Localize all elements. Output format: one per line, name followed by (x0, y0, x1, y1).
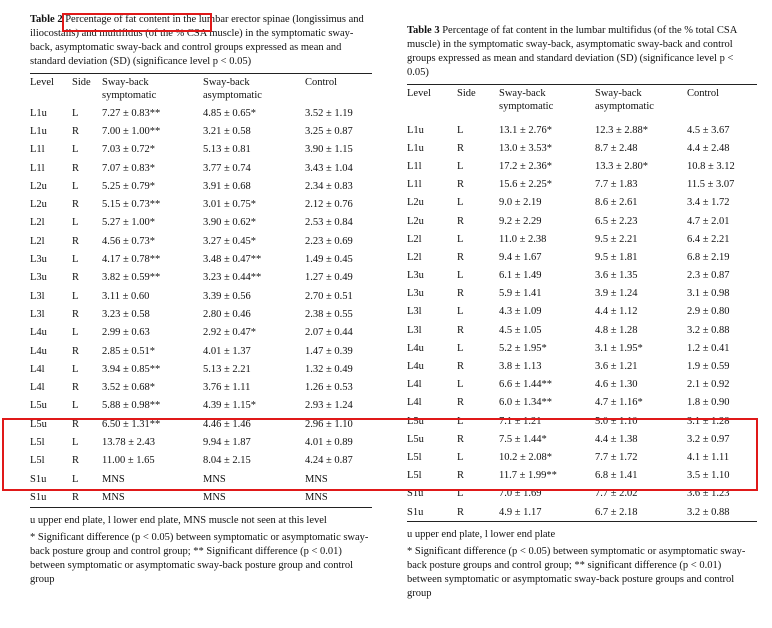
table-cell: 1.32 ± 0.49 (305, 363, 353, 375)
table-cell: 3.4 ± 1.72 (687, 197, 730, 209)
table-row (30, 104, 372, 122)
table-cell: 3.77 ± 0.74 (203, 162, 251, 174)
table-cell: R (72, 418, 80, 430)
table-cell: L5l (407, 470, 422, 482)
table-cell: 3.5 ± 1.10 (687, 470, 730, 482)
table-cell: L (72, 290, 79, 302)
table-row (30, 250, 372, 268)
table-row (30, 122, 372, 140)
table-cell: L (72, 363, 79, 375)
table-cell: 3.39 ± 0.56 (203, 290, 251, 302)
table-cell: R (72, 345, 80, 357)
table-row (407, 230, 757, 248)
table-cell: S1u (407, 488, 424, 500)
table-cell: 3.6 ± 1.35 (595, 270, 638, 282)
table-cell: 2.12 ± 0.76 (305, 199, 353, 211)
table-cell: L4l (30, 382, 45, 394)
table-cell: L2l (30, 235, 45, 247)
table-3-number: Table 3 (407, 25, 440, 36)
table-cell: L1u (30, 125, 47, 137)
table-cell: L (457, 488, 464, 500)
table-cell: R (457, 361, 465, 373)
table-cell: 4.39 ± 1.15* (203, 400, 257, 412)
table-cell: 6.7 ± 2.18 (595, 506, 638, 518)
table-2-number: Table 2 (30, 14, 63, 25)
table-cell: L5u (407, 415, 424, 427)
table-cell: 9.2 ± 2.29 (499, 215, 542, 227)
table-cell: MNS (305, 473, 328, 485)
table-cell: 8.04 ± 2.15 (203, 455, 251, 467)
table-cell: 3.23 ± 0.44** (203, 272, 262, 284)
table-cell: 5.88 ± 0.98** (102, 400, 161, 412)
table-cell: 2.96 ± 1.10 (305, 418, 353, 430)
table-row (407, 285, 757, 303)
table-cell: 1.2 ± 0.41 (687, 342, 730, 354)
table-cell: MNS (102, 491, 125, 503)
table-cell: 9.0 ± 2.19 (499, 197, 542, 209)
table-cell: 2.99 ± 0.63 (102, 327, 150, 339)
table-cell: 3.52 ± 1.19 (305, 107, 353, 119)
table-cell: 4.4 ± 2.48 (687, 142, 730, 154)
table-cell: L1l (30, 162, 45, 174)
table-cell: 8.7 ± 2.48 (595, 142, 638, 154)
table-cell: 13.1 ± 2.76* (499, 124, 553, 136)
table-cell: 2.92 ± 0.47* (203, 327, 257, 339)
table-row (30, 305, 372, 323)
table-cell: 7.7 ± 2.02 (595, 488, 638, 500)
table-cell: 12.3 ± 2.88* (595, 124, 649, 136)
table-cell: L (72, 144, 79, 156)
table-cell: L5u (30, 418, 47, 430)
table-cell: L (72, 327, 79, 339)
table-cell: L5l (407, 451, 422, 463)
table-cell: L4u (407, 342, 424, 354)
table-row (407, 194, 757, 212)
table-cell: R (457, 179, 465, 191)
table-cell: L2u (407, 215, 424, 227)
table-cell: 7.1 ± 1.21 (499, 415, 542, 427)
table-row (407, 339, 757, 357)
table-cell: R (457, 506, 465, 518)
table-cell: L (72, 107, 79, 119)
table-3-bottom-rule (407, 521, 757, 522)
table-cell: L3u (30, 272, 47, 284)
table-cell: R (457, 288, 465, 300)
table-cell: L (72, 254, 79, 266)
table-cell: 3.76 ± 1.11 (203, 382, 251, 394)
table-cell: L4u (30, 327, 47, 339)
table-cell: R (457, 470, 465, 482)
table-cell: L5l (30, 455, 45, 467)
table-cell: 6.5 ± 2.23 (595, 215, 638, 227)
table-cell: 3.25 ± 0.87 (305, 125, 353, 137)
table-cell: R (72, 382, 80, 394)
table-cell: 3.27 ± 0.45* (203, 235, 257, 247)
table-cell: 11.00 ± 1.65 (102, 455, 155, 467)
table-cell: MNS (102, 473, 125, 485)
column-header: Side (72, 77, 91, 88)
table-cell: 2.23 ± 0.69 (305, 235, 353, 247)
table-row (30, 141, 372, 159)
table-cell: 6.1 ± 1.49 (499, 270, 542, 282)
table-cell: 4.01 ± 0.89 (305, 436, 353, 448)
table-cell: R (72, 455, 80, 467)
table-row (407, 267, 757, 285)
table-cell: L4l (407, 379, 422, 391)
table-cell: L (457, 342, 464, 354)
table-cell: R (457, 251, 465, 263)
table-cell: 15.6 ± 2.25* (499, 179, 553, 191)
table-cell: 10.2 ± 2.08* (499, 451, 553, 463)
table-cell: L2u (30, 180, 47, 192)
table-cell: 4.1 ± 1.11 (687, 451, 730, 463)
table-cell: 4.4 ± 1.12 (595, 306, 638, 318)
table-cell: L3u (30, 254, 47, 266)
table-cell: 7.5 ± 1.44* (499, 433, 547, 445)
table-cell: L3u (407, 288, 424, 300)
table-cell: L4u (407, 361, 424, 373)
table-cell: 2.70 ± 0.51 (305, 290, 353, 302)
table-row (30, 324, 372, 342)
table-row (407, 157, 757, 175)
table-cell: 10.8 ± 3.12 (687, 160, 735, 172)
table-cell: 3.43 ± 1.04 (305, 162, 353, 174)
table-cell: L1u (30, 107, 47, 119)
table-cell: L (457, 233, 464, 245)
table-cell: 2.85 ± 0.51* (102, 345, 156, 357)
table-cell: 4.7 ± 2.01 (687, 215, 730, 227)
table-cell: 4.8 ± 1.28 (595, 324, 638, 336)
table-cell: R (72, 272, 80, 284)
table-cell: 13.78 ± 2.43 (102, 436, 156, 448)
table-cell: 7.27 ± 0.83** (102, 107, 161, 119)
table-cell: L2l (407, 251, 422, 263)
table-cell: L2l (407, 233, 422, 245)
table-cell: 13.0 ± 3.53* (499, 142, 553, 154)
table-cell: 4.5 ± 1.05 (499, 324, 542, 336)
table-row (30, 232, 372, 250)
table-cell: L (457, 270, 464, 282)
table-cell: 3.1 ± 0.98 (687, 288, 730, 300)
table-cell: R (457, 397, 465, 409)
table-cell: 9.4 ± 1.67 (499, 251, 542, 263)
table-cell: 5.27 ± 1.00* (102, 217, 156, 229)
table-cell: 1.9 ± 0.59 (687, 361, 730, 373)
table-cell: R (457, 215, 465, 227)
table-cell: 3.94 ± 0.85** (102, 363, 161, 375)
table-2-title-rest: in the lumbar erector spinae (longissimus and iliocostalis) and multifidus (of the % CSA muscle) in the symptomatic sway-back, asymptomatic sway-back and control groups expressed as mean and standard deviation (SD) (significance level p < 0.05) (30, 14, 364, 67)
table-cell: 4.46 ± 1.46 (203, 418, 251, 430)
table-cell: R (72, 199, 80, 211)
table-cell: 2.9 ± 0.80 (687, 306, 730, 318)
table-cell: 3.23 ± 0.58 (102, 308, 150, 320)
table-cell: R (72, 235, 80, 247)
table-cell: R (457, 324, 465, 336)
table-cell: 5.13 ± 2.21 (203, 363, 251, 375)
table-cell: 3.6 ± 1.23 (687, 488, 730, 500)
table-row (407, 139, 757, 157)
table-2-bottom-rule (30, 507, 372, 508)
table-cell: 2.38 ± 0.55 (305, 308, 353, 320)
table-cell: 3.6 ± 1.21 (595, 361, 638, 373)
column-header: Control (687, 88, 720, 99)
table-cell: S1u (30, 491, 47, 503)
l5-rows-highlight-box (2, 418, 758, 491)
table-cell: 9.5 ± 2.21 (595, 233, 638, 245)
table-cell: L4l (30, 363, 45, 375)
table-cell: 7.07 ± 0.83* (102, 162, 156, 174)
table-cell: MNS (203, 473, 226, 485)
title-highlight-box (62, 13, 212, 32)
table-cell: L1l (30, 144, 45, 156)
table-2-title-boxed: Percentage of fat content (65, 14, 170, 25)
table-cell: R (457, 433, 465, 445)
table-cell: 4.9 ± 1.17 (499, 506, 542, 518)
table-cell: 6.6 ± 1.44** (499, 379, 553, 391)
table-cell: 2.3 ± 0.87 (687, 270, 730, 282)
table-row (407, 212, 757, 230)
table-cell: 3.90 ± 0.62* (203, 217, 257, 229)
table-cell: L3u (407, 270, 424, 282)
table-cell: L (72, 217, 79, 229)
table-cell: 3.2 ± 0.88 (687, 506, 730, 518)
table-cell: L (457, 160, 464, 172)
table-cell: L3l (407, 306, 422, 318)
table-cell: 3.01 ± 0.75* (203, 199, 257, 211)
table-2-note-significance: * Significant difference (p < 0.05) between symptomatic or asymptomatic sway-back posture group and control group; ** Significant difference (p < 0.01) between symptomatic or asymptomatic sway-back posture group and control group (30, 531, 369, 585)
table-cell: L3l (30, 308, 45, 320)
table-cell: 3.82 ± 0.59** (102, 272, 161, 284)
table-cell: 1.26 ± 0.53 (305, 382, 353, 394)
table-cell: 6.8 ± 1.41 (595, 470, 638, 482)
table-cell: 7.00 ± 1.00** (102, 125, 161, 137)
table-row (407, 503, 757, 521)
table-cell: 4.5 ± 3.67 (687, 124, 730, 136)
column-header: Level (30, 77, 54, 88)
table-3-note-abbrev: u upper end plate, l lower end plate (407, 529, 556, 541)
table-cell: R (457, 142, 465, 154)
table-cell: 13.3 ± 2.80* (595, 160, 649, 172)
table-cell: L4l (407, 397, 422, 409)
table-cell: L5l (30, 436, 45, 448)
table-row (407, 121, 757, 139)
table-cell: L3l (407, 324, 422, 336)
table-cell: L (72, 180, 79, 192)
table-cell: 5.25 ± 0.79* (102, 180, 156, 192)
table-cell: 11.5 ± 3.07 (687, 179, 735, 191)
table-cell: L3l (30, 290, 45, 302)
table-cell: 3.8 ± 1.13 (499, 361, 542, 373)
table-row (30, 159, 372, 177)
table-cell: 11.0 ± 2.38 (499, 233, 547, 245)
table-2-notes (30, 514, 372, 587)
table-cell: 6.0 ± 1.34** (499, 397, 553, 409)
table-row (407, 248, 757, 266)
table-cell: 6.4 ± 2.21 (687, 233, 730, 245)
table-cell: L (457, 124, 464, 136)
table-cell: 2.53 ± 0.84 (305, 217, 353, 229)
table-cell: 5.15 ± 0.73** (102, 199, 161, 211)
table-row (30, 195, 372, 213)
table-cell: 5.13 ± 0.81 (203, 144, 251, 156)
column-header: Sway-back symptomatic (499, 88, 554, 112)
table-cell: 1.49 ± 0.45 (305, 254, 353, 266)
table-cell: 2.1 ± 0.92 (687, 379, 730, 391)
table-3-panel (407, 0, 757, 604)
table-cell: L5u (30, 400, 47, 412)
table-cell: 4.01 ± 1.37 (203, 345, 251, 357)
table-cell: 7.03 ± 0.72* (102, 144, 156, 156)
table-cell: MNS (203, 491, 226, 503)
column-header: Side (457, 88, 476, 99)
table-row (30, 177, 372, 195)
table-row (407, 394, 757, 412)
table-cell: 11.7 ± 1.99** (499, 470, 557, 482)
column-header: Sway-back asymptomatic (595, 88, 654, 112)
table-cell: 4.3 ± 1.09 (499, 306, 542, 318)
table-2-panel (30, 0, 372, 590)
table-cell: 3.48 ± 0.47** (203, 254, 262, 266)
table-cell: 5.2 ± 1.95* (499, 342, 547, 354)
table-cell: L1l (407, 160, 422, 172)
table-3-notes (407, 528, 757, 601)
column-header: Sway-back symptomatic (102, 77, 157, 101)
table-cell: 7.0 ± 1.69 (499, 488, 542, 500)
table-cell: 6.50 ± 1.31** (102, 418, 161, 430)
table-row (407, 303, 757, 321)
table-row (30, 397, 372, 415)
table-row (407, 321, 757, 339)
table-cell: L (72, 400, 79, 412)
table-cell: 4.85 ± 0.65* (203, 107, 257, 119)
table-cell: L5u (407, 433, 424, 445)
table-cell: 2.93 ± 1.24 (305, 400, 353, 412)
table-cell: 4.6 ± 1.30 (595, 379, 638, 391)
table-cell: 1.27 ± 0.49 (305, 272, 353, 284)
table-cell: 3.91 ± 0.68 (203, 180, 251, 192)
table-cell: 3.1 ± 1.28 (687, 415, 730, 427)
table-cell: 1.8 ± 0.90 (687, 397, 730, 409)
table-cell: L (457, 197, 464, 209)
table-cell: L1l (407, 179, 422, 191)
table-cell: S1u (407, 506, 424, 518)
table-cell: L1u (407, 124, 424, 136)
table-cell: L (457, 415, 464, 427)
table-cell: 9.94 ± 1.87 (203, 436, 251, 448)
table-3-caption (407, 24, 757, 80)
table-cell: R (72, 491, 80, 503)
table-cell: 3.2 ± 0.97 (687, 433, 730, 445)
table-cell: L (72, 436, 79, 448)
table-cell: 2.80 ± 0.46 (203, 308, 251, 320)
table-cell: L (457, 451, 464, 463)
table-row (407, 376, 757, 394)
table-cell: R (72, 125, 80, 137)
table-row (30, 342, 372, 360)
table-2-note-abbrev: u upper end plate, l lower end plate, MNS muscle not seen at this level (30, 514, 327, 526)
table-row (407, 176, 757, 194)
table-cell: 3.2 ± 0.88 (687, 324, 730, 336)
table-cell: 4.4 ± 1.38 (595, 433, 638, 445)
table-cell: L2l (30, 217, 45, 229)
table-3-header-row (407, 85, 757, 121)
table-cell: 8.6 ± 2.61 (595, 197, 638, 209)
table-cell: 3.90 ± 1.15 (305, 144, 353, 156)
table-cell: L4u (30, 345, 47, 357)
table-cell: 5.9 ± 1.41 (499, 288, 542, 300)
table-row (30, 269, 372, 287)
table-cell: 1.47 ± 0.39 (305, 345, 353, 357)
table-cell: 4.7 ± 1.16* (595, 397, 643, 409)
table-cell: 5.0 ± 1.10 (595, 415, 638, 427)
table-cell: 4.56 ± 0.73* (102, 235, 156, 247)
table-row (30, 360, 372, 378)
table-cell: L2u (30, 199, 47, 211)
table-cell: L (457, 306, 464, 318)
table-row (30, 287, 372, 305)
table-cell: 4.24 ± 0.87 (305, 455, 353, 467)
table-cell: 17.2 ± 2.36* (499, 160, 553, 172)
table-cell: S1u (30, 473, 47, 485)
table-row (30, 214, 372, 232)
table-cell: R (72, 162, 80, 174)
table-row (30, 378, 372, 396)
table-cell: 3.1 ± 1.95* (595, 342, 643, 354)
table-cell: 7.7 ± 1.72 (595, 451, 638, 463)
table-cell: 3.21 ± 0.58 (203, 125, 251, 137)
table-cell: 3.9 ± 1.24 (595, 288, 638, 300)
table-cell: 4.17 ± 0.78** (102, 254, 161, 266)
table-cell: MNS (305, 491, 328, 503)
table-cell: 7.7 ± 1.83 (595, 179, 638, 191)
table-row (407, 357, 757, 375)
table-cell: L (457, 379, 464, 391)
table-cell: 6.8 ± 2.19 (687, 251, 730, 263)
table-cell: R (72, 308, 80, 320)
table-cell: 2.34 ± 0.83 (305, 180, 353, 192)
table-cell: L1u (407, 142, 424, 154)
column-header: Level (407, 88, 431, 99)
table-cell: 2.07 ± 0.44 (305, 327, 353, 339)
table-2-header-row (30, 74, 372, 104)
table-cell: 9.5 ± 1.81 (595, 251, 638, 263)
table-3-title: Percentage of fat content in the lumbar multifidus (of the % total CSA muscle) in the symptomatic sway-back, asymptomatic sway-back and control groups expressed as mean and standard deviation (SD) (significance level p < 0.05) (407, 25, 737, 78)
column-header: Control (305, 77, 338, 88)
table-cell: L2u (407, 197, 424, 209)
table-cell: L (72, 473, 79, 485)
column-header: Sway-back asymptomatic (203, 77, 262, 101)
table-cell: 3.52 ± 0.68* (102, 382, 156, 394)
table-cell: 3.11 ± 0.60 (102, 290, 150, 302)
table-3-note-significance: * Significant difference (p < 0.05) between symptomatic or asymptomatic sway-back posture groups and control group; ** significant difference (p < 0.01) between symptomatic or asymptomatic sway-back posture groups and control group (407, 546, 746, 600)
